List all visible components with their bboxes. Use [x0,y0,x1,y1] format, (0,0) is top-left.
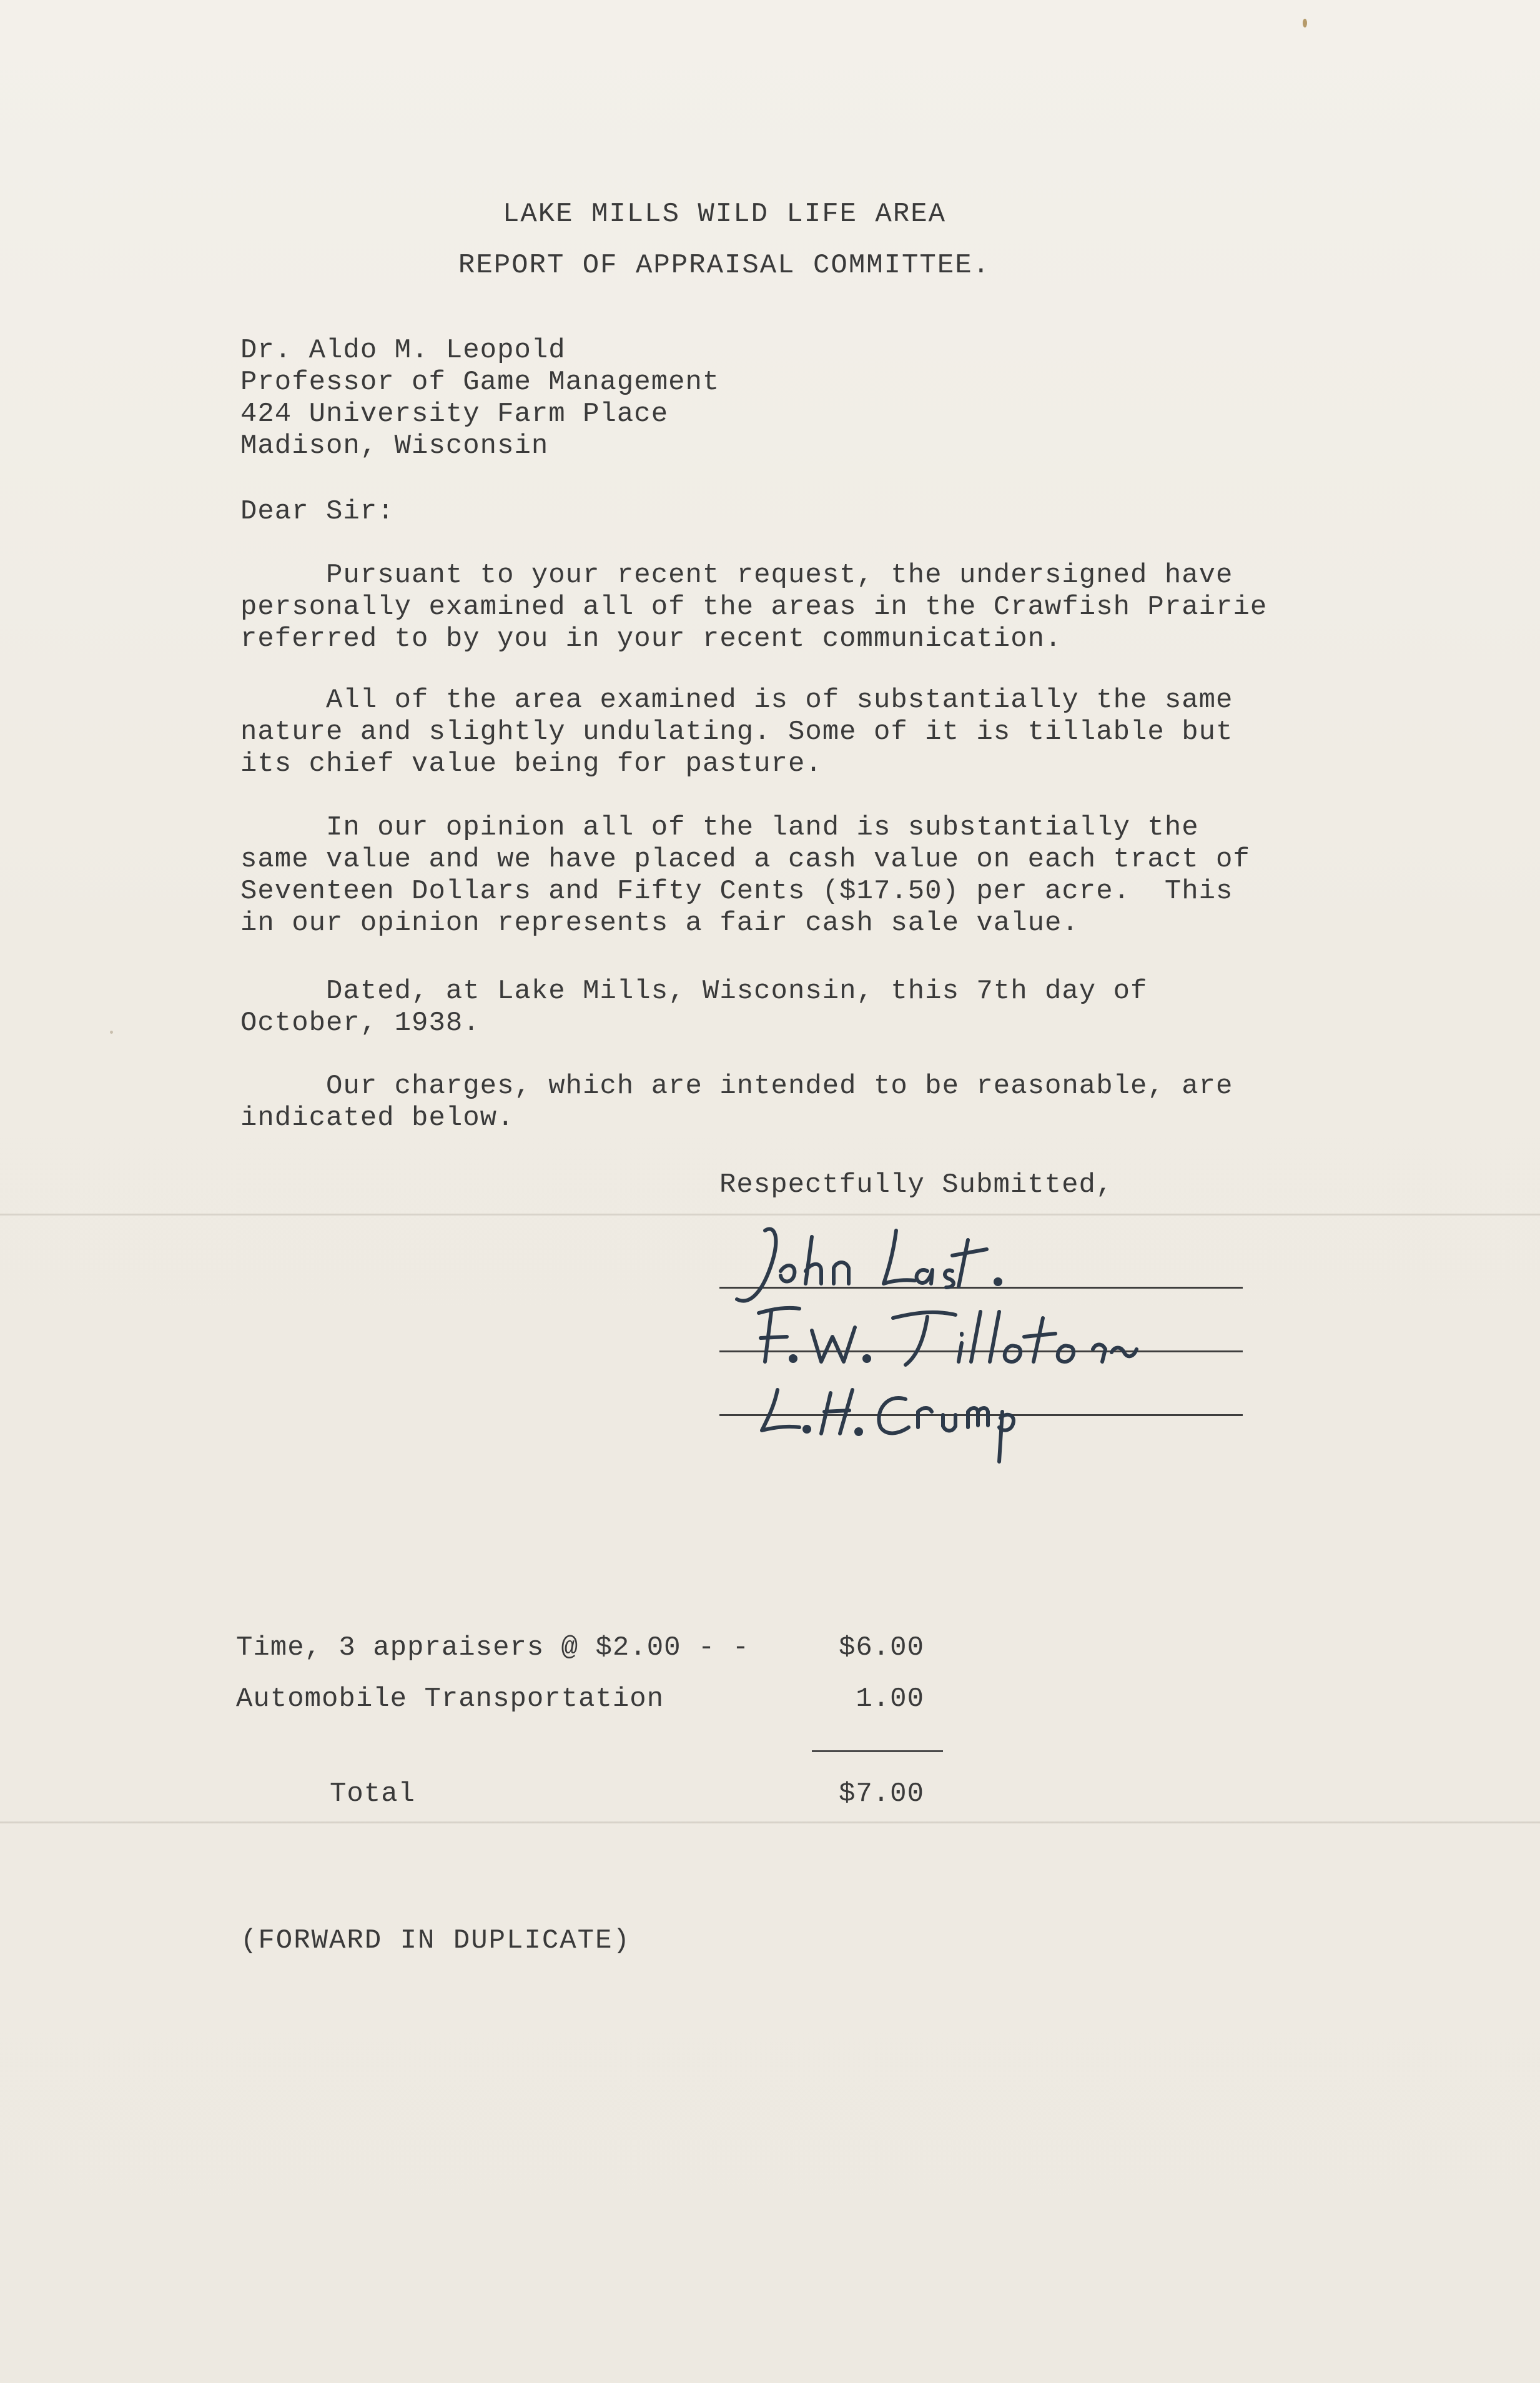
forward-note: (FORWARD IN DUPLICATE) [240,1925,631,1956]
total-amount: $7.00 [838,1778,924,1810]
paragraph-line: nature and slightly undulating. Some of it is tillable but [240,716,1233,748]
address-line: Madison, Wisconsin [240,430,549,462]
paragraph-area [240,685,1233,780]
paragraph-line: All of the area examined is of substantially the same [240,685,1233,716]
paragraph-line: personally examined all of the areas in the Crawfish Prairie [240,592,1268,623]
paragraph-line: indicated below. [240,1102,515,1134]
report-title: LAKE MILLS WILD LIFE AREA [502,199,947,230]
paragraph-line: same value and we have placed a cash value on each tract of [240,844,1250,875]
paragraph-line: Pursuant to your recent request, the undersigned have [240,560,1233,591]
salutation: Dear Sir: [240,496,395,527]
paragraph-request [240,560,1267,655]
paper-speck [1303,19,1307,27]
charge-item-label: Automobile Transportation [236,1683,664,1715]
paragraph-date [240,976,1147,1039]
charge-item-amount: $6.00 [838,1632,924,1663]
paragraph-charges [240,1071,1233,1134]
address-line: Professor of Game Management [240,367,720,398]
total-rule [812,1750,943,1752]
address-line: Dr. Aldo M. Leopold [240,335,566,366]
paragraph-line: in our opinion represents a fair cash sale value. [240,908,1079,939]
closing: Respectfully Submitted, [719,1169,1113,1201]
paragraph-line: In our opinion all of the land is substantially the [240,812,1199,843]
paragraph-line: Seventeen Dollars and Fifty Cents ($17.50) per acre. This [240,876,1233,907]
paragraph-line: Our charges, which are intended to be reasonable, are [240,1071,1233,1102]
fold-line [0,1821,1540,1824]
paper-speck [110,1031,113,1034]
paragraph-line: referred to by you in your recent communication. [240,623,1062,655]
paragraph-line: October, 1938. [240,1008,480,1039]
report-subtitle: REPORT OF APPRAISAL COMMITTEE. [458,250,991,281]
charge-item-amount: 1.00 [856,1683,924,1715]
signature-crump [762,1390,799,1430]
paragraph-line: its chief value being for pasture. [240,748,822,780]
signature-tillotson [759,1308,799,1362]
charge-item-label: Time, 3 appraisers @ $2.00 - - [236,1632,750,1663]
total-label: Total [330,1778,416,1810]
signature-john-last [737,1229,776,1300]
paragraph-line: Dated, at Lake Mills, Wisconsin, this 7th day of [240,976,1148,1007]
recipient-address [240,335,719,462]
signatures-image [706,1206,1268,1468]
address-line: 424 University Farm Place [240,399,669,430]
paragraph-valuation [240,812,1250,939]
